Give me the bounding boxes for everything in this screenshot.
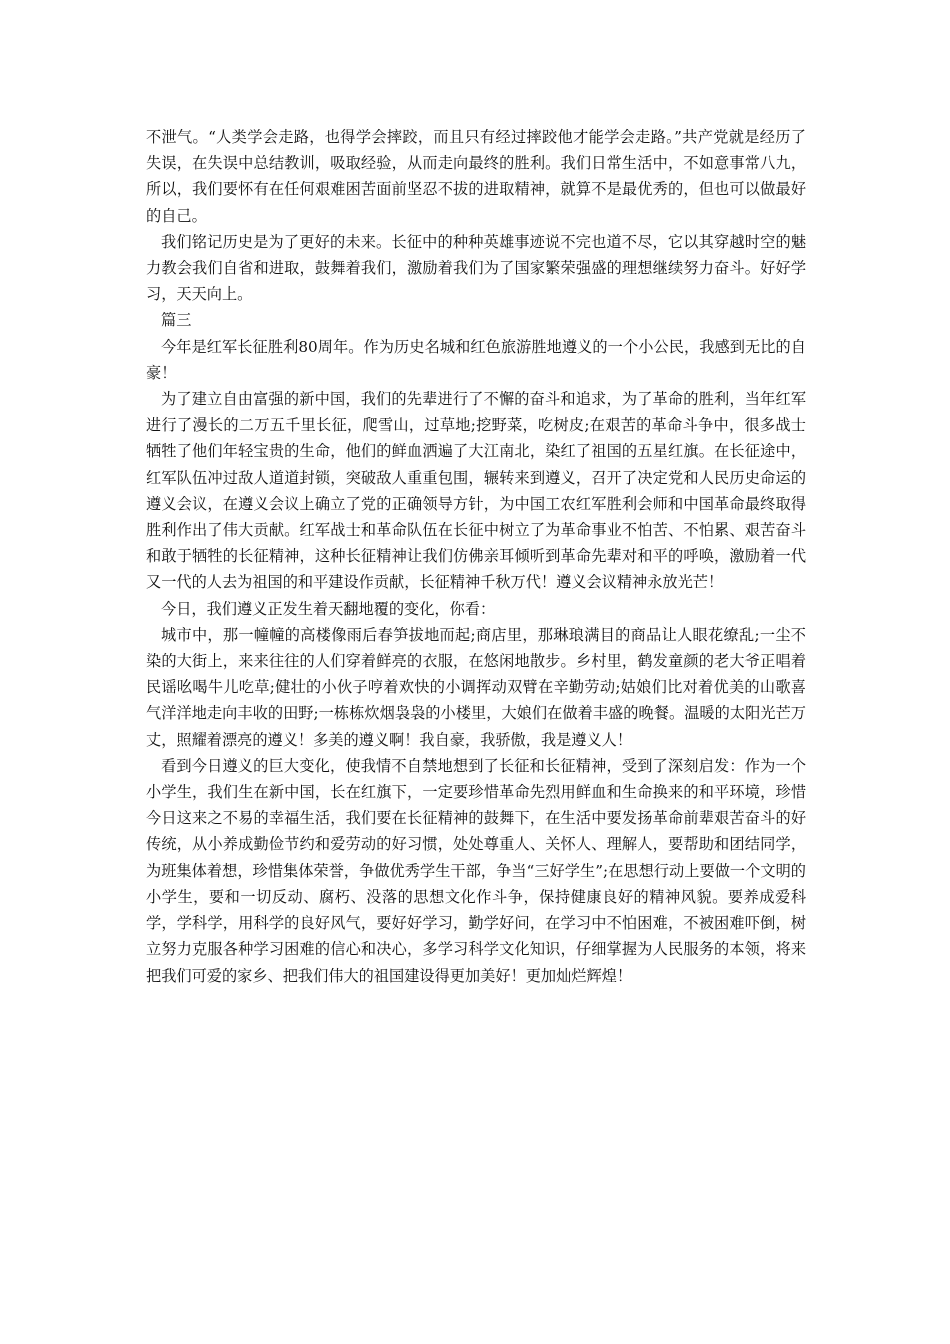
paragraph-anniversary: 今年是红军长征胜利80周年。作为历史名城和红色旅游胜地遵义的一个小公民，我感到无比的自豪！ xyxy=(146,337,806,382)
paragraph-continuation: 不泄气。“人类学会走路，也得学会摔跤，而且只有经过摔跤他才能学会走路。”共产党就是经历了失误，在失误中总结教训，吸取经验，从而走向最终的胜利。我们日常生活中，不如意事常八九，所以，我们要怀有在任何艰难困苦面前坚忍不拔的进取精神，就算不是最优秀的，但也可以做最好的自己。 xyxy=(146,128,806,225)
paragraph-history-future: 我们铭记历史是为了更好的未来。长征中的种种英雄事迹说不完也道不尽，它以其穿越时空的魅力教会我们自省和进取，鼓舞着我们，激励着我们为了国家繁荣强盛的理想继续努力奋斗。好好学习，天天向上。 xyxy=(146,232,806,304)
paragraph-long-march: 为了建立自由富强的新中国，我们的先辈进行了不懈的奋斗和追求，为了革命的胜利，当年红军进行了漫长的二万五千里长征，爬雪山，过草地;挖野菜，吃树皮;在艰苦的革命斗争中，很多战士牺牲了他们年轻宝贵的生命，他们的鲜血洒遍了大江南北，染红了祖国的五星红旗。在长征途中，红军队伍冲过敌人道道封锁，突破敌人重重包围，辗转来到遵义，召开了决定党和人民历史命运的遵义会议，在遵义会议上确立了党的正确领导方针，为中国工农红军胜利会师和中国革命最终取得胜利作出了伟大贡献。红军战士和革命队伍在长征中树立了为革命事业不怕苦、不怕累、艰苦奋斗和敢于牺牲的长征精神，这种长征精神让我们仿佛亲耳倾听到革命先辈对和平的呼唤，激励着一代又一代的人去为祖国的和平建设作贡献，长征精神千秋万代！遵义会议精神永放光芒！ xyxy=(146,390,806,592)
document-body xyxy=(146,124,806,989)
paragraph-inspiration: 看到今日遵义的巨大变化，使我情不自禁地想到了长征和长征精神，受到了深刻启发：作为一个小学生，我们生在新中国，长在红旗下，一定要珍惜革命先烈用鲜血和生命换来的和平环境，珍惜今日这来之不易的幸福生活，我们要在长征精神的鼓舞下，在生活中要发扬革命前辈艰苦奋斗的好传统，从小养成勤俭节约和爱劳动的好习惯，处处尊重人、关怀人、理解人，要帮助和团结同学，为班集体着想，珍惜集体荣誉，争做优秀学生干部，争当“三好学生”;在思想行动上要做一个文明的小学生，要和一切反动、腐朽、没落的思想文化作斗争，保持健康良好的精神风貌。要养成爱科学，学科学，用科学的良好风气，要好好学习，勤学好问，在学习中不怕困难，不被困难吓倒，树立努力克服各种学习困难的信心和决心，多学习科学文化知识，仔细掌握为人民服务的本领，将来把我们可爱的家乡、把我们伟大的祖国建设得更加美好！更加灿烂辉煌！ xyxy=(146,756,806,985)
section-heading: 篇三 xyxy=(161,311,192,330)
paragraph-city-village: 城市中，那一幢幢的高楼像雨后春笋拔地而起;商店里，那琳琅满目的商品让人眼花缭乱;一尘不染的大街上，来来往往的人们穿着鲜亮的衣服，在悠闲地散步。乡村里，鹤发童颜的老大爷正唱着民谣吆喝牛儿吃草;健壮的小伙子哼着欢快的小调挥动双臂在辛勤劳动;姑娘们比对着优美的山歌喜气洋洋地走向丰收的田野;一栋栋炊烟袅袅的小楼里，大娘们在做着丰盛的晚餐。温暖的太阳光芒万丈，照耀着漂亮的遵义！多美的遵义啊！我自豪，我骄傲，我是遵义人！ xyxy=(146,625,806,749)
paragraph-today-changes: 今日，我们遵义正发生着天翻地覆的变化，你看： xyxy=(161,599,496,618)
